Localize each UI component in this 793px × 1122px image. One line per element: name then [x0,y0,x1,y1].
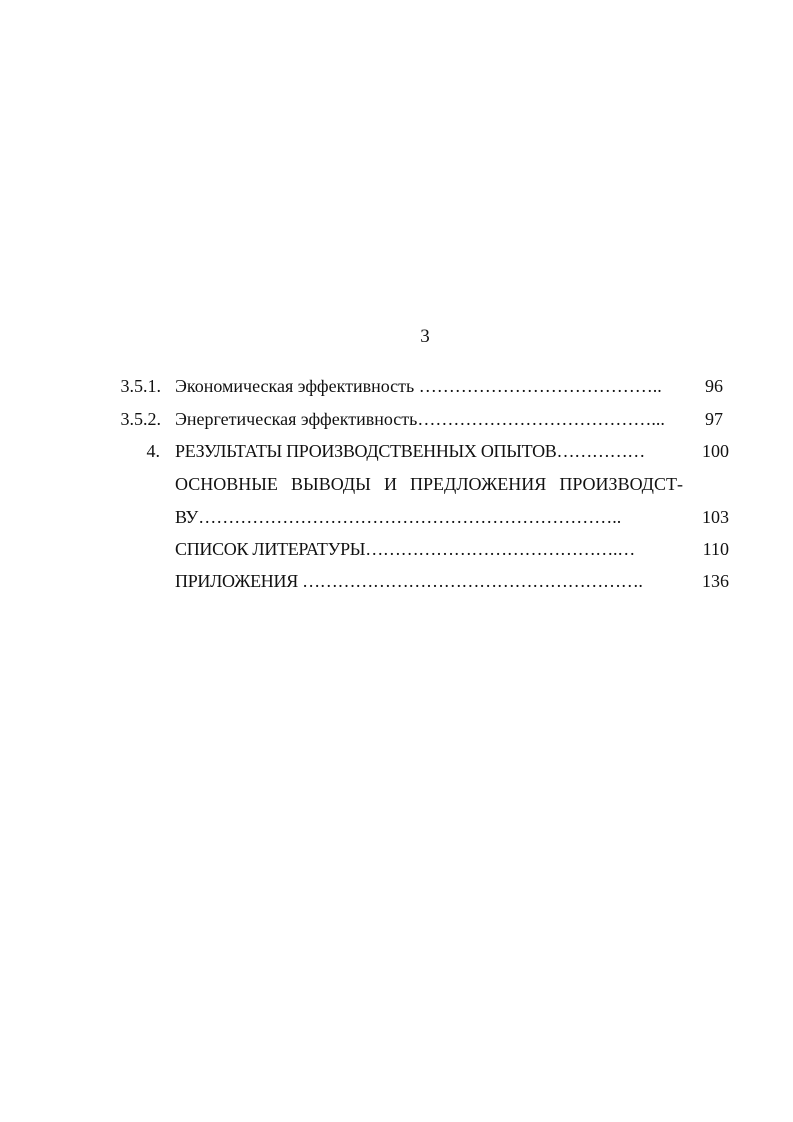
toc-entry-title: ПРИЛОЖЕНИЯ …………………………………………………. [175,571,643,591]
toc-entry-title: Экономическая эффективность ………………………………….. [175,376,662,396]
toc-entry-page: 97 [705,409,723,429]
toc-entry [0,505,793,529]
page-number: 3 [420,326,430,347]
toc-entry-leader: …………………………………………………………….. [198,507,622,527]
toc-entry-title: ОСНОВНЫЕ ВЫВОДЫ И ПРЕДЛОЖЕНИЯ ПРОИЗВОДСТ- [175,474,683,494]
toc-entry [0,569,793,593]
toc-entry-page: 136 [702,571,729,591]
toc-entry-number: 3.5.2. [120,409,161,429]
toc-entry-title: СПИСОК ЛИТЕРАТУРЫ…………………………………….… [175,539,635,559]
toc-entry-leader: …………………………………………………. [297,571,643,591]
toc-entry [0,374,793,398]
toc-entry-number: 3.5.1. [120,376,161,396]
toc-entry-leader: ………………………………….. [414,376,662,396]
toc-entry [0,439,793,463]
toc-entry-page: 103 [702,507,729,527]
toc-entry-number: 4. [146,441,160,461]
toc-entry-page: 110 [702,539,729,559]
toc-entry-title: ВУ…………………………………………………………….. [175,507,622,527]
toc-entry-leader: …………………………………….… [365,539,635,559]
toc-entry-leader: …………… [556,441,646,461]
toc-entry [0,537,793,561]
toc-entry [0,407,793,431]
toc-entry-page: 96 [705,376,723,396]
toc-entry [175,472,683,496]
toc-entry-page: 100 [702,441,729,461]
toc-entry-title: Энергетическая эффективность…………………………………... [175,409,665,429]
toc-entry-title: РЕЗУЛЬТАТЫ ПРОИЗВОДСТВЕННЫХ ОПЫТОВ…………… [175,441,646,461]
toc-entry-leader: …………………………………... [417,409,665,429]
